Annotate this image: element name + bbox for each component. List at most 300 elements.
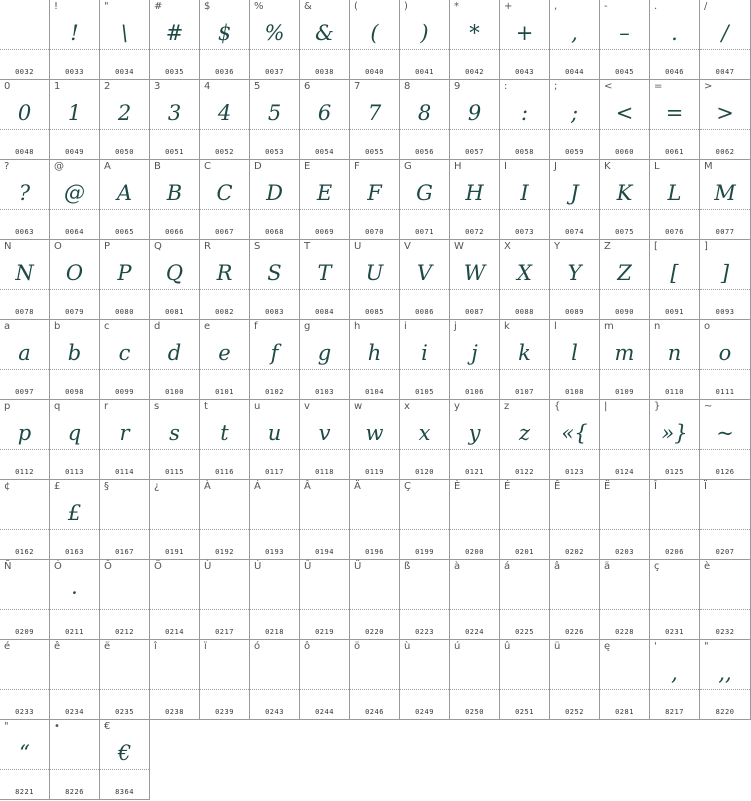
glyph-cell [0, 240, 50, 320]
baseline-guide [100, 129, 149, 130]
glyph-cell [500, 400, 550, 480]
reference-char: H [454, 161, 462, 172]
glyph-cell [200, 240, 250, 320]
glyph-sample: V [416, 261, 433, 285]
glyph-cell [50, 560, 100, 640]
char-code: 0191 [165, 548, 184, 556]
glyph-cell [400, 0, 450, 80]
reference-char: a [4, 321, 11, 332]
reference-char: [ [654, 241, 658, 252]
baseline-guide [0, 609, 49, 610]
baseline-guide [500, 689, 549, 690]
char-code: 0065 [115, 228, 134, 236]
baseline-guide [300, 49, 349, 50]
glyph-cell [450, 640, 500, 720]
glyph-cell [450, 560, 500, 640]
glyph-sample: “ [19, 741, 30, 765]
baseline-guide [400, 529, 449, 530]
glyph-sample: 6 [317, 101, 332, 125]
baseline-guide [650, 609, 699, 610]
glyph-cell [500, 240, 550, 320]
baseline-guide [450, 449, 499, 450]
char-code: 0080 [115, 308, 134, 316]
char-code: 0126 [715, 468, 735, 476]
glyph-cell [50, 480, 100, 560]
char-code: 0233 [15, 708, 34, 716]
glyph-cell [0, 160, 50, 240]
baseline-guide [200, 449, 249, 450]
glyph-cell [650, 400, 700, 480]
glyph-cell [600, 160, 650, 240]
baseline-guide [100, 289, 149, 290]
char-code: 0214 [165, 628, 184, 636]
glyph-sample: \ [120, 21, 129, 45]
glyph-sample: > [716, 101, 734, 125]
char-code: 0087 [465, 308, 484, 316]
baseline-guide [350, 609, 399, 610]
glyph-cell [50, 240, 100, 320]
reference-char: È [454, 481, 461, 492]
char-code: 8217 [665, 708, 684, 716]
char-code: 0032 [15, 68, 34, 76]
reference-char: , [554, 1, 558, 12]
glyph-cell [350, 320, 400, 400]
glyph-cell [150, 80, 200, 160]
glyph-cell [200, 400, 250, 480]
baseline-guide [400, 609, 449, 610]
char-code: 0224 [465, 628, 484, 636]
glyph-cell [450, 320, 500, 400]
baseline-guide [250, 369, 299, 370]
glyph-sample: 0 [17, 101, 32, 125]
glyph-cell [600, 640, 650, 720]
reference-char: n [654, 321, 661, 332]
glyph-sample: C [216, 181, 233, 205]
glyph-sample: 2 [117, 101, 132, 125]
glyph-cell [150, 560, 200, 640]
char-code: 0103 [315, 388, 334, 396]
glyph-cell [200, 160, 250, 240]
baseline-guide [650, 49, 699, 50]
glyph-sample: u [267, 421, 282, 445]
reference-char: • [54, 721, 60, 732]
reference-char: O [54, 241, 62, 252]
reference-char: Ô [104, 561, 112, 572]
baseline-guide [450, 129, 499, 130]
reference-char: i [404, 321, 407, 332]
reference-char: À [204, 481, 211, 492]
baseline-guide [0, 769, 49, 770]
reference-char: c [104, 321, 110, 332]
char-code: 0046 [665, 68, 684, 76]
glyph-sample: ,, [718, 661, 732, 685]
glyph-cell [200, 480, 250, 560]
baseline-guide [200, 289, 249, 290]
reference-char: ) [404, 1, 408, 12]
glyph-sample: = [665, 101, 684, 125]
reference-char: Â [304, 481, 311, 492]
glyph-sample: s [169, 421, 180, 445]
glyph-cell [200, 560, 250, 640]
reference-char: x [404, 401, 410, 412]
glyph-cell [500, 640, 550, 720]
glyph-sample: . [671, 21, 678, 45]
baseline-guide [500, 369, 549, 370]
baseline-guide [50, 769, 99, 770]
char-code: 0098 [65, 388, 84, 396]
char-code: 0051 [165, 148, 184, 156]
glyph-cell [600, 320, 650, 400]
glyph-cell [150, 320, 200, 400]
char-code: 0076 [665, 228, 684, 236]
glyph-cell [650, 480, 700, 560]
char-code: 0048 [15, 148, 34, 156]
reference-char: q [54, 401, 61, 412]
char-code: 0163 [65, 548, 84, 556]
baseline-guide [100, 529, 149, 530]
glyph-cell [250, 640, 300, 720]
glyph-cell [400, 400, 450, 480]
char-code: 0162 [15, 548, 34, 556]
glyph-sample: q [67, 421, 82, 445]
reference-char: 9 [454, 81, 461, 92]
glyph-cell [100, 240, 150, 320]
baseline-guide [150, 129, 199, 130]
glyph-cell [50, 720, 100, 800]
glyph-sample: k [518, 341, 531, 365]
char-code: 0056 [415, 148, 434, 156]
reference-char: 8 [404, 81, 411, 92]
baseline-guide [250, 289, 299, 290]
baseline-guide [0, 289, 49, 290]
char-code: 0125 [665, 468, 684, 476]
char-code: 0231 [665, 628, 684, 636]
glyph-sample: M [714, 181, 736, 205]
glyph-sample: – [619, 21, 630, 45]
char-code: 0099 [115, 388, 134, 396]
reference-char: E [304, 161, 311, 172]
glyph-cell [600, 240, 650, 320]
glyph-cell [600, 560, 650, 640]
baseline-guide [250, 209, 299, 210]
baseline-guide [550, 129, 599, 130]
char-code: 0064 [65, 228, 84, 236]
glyph-sample: t [220, 421, 229, 445]
baseline-guide [0, 529, 49, 530]
baseline-guide [250, 609, 299, 610]
glyph-cell [450, 0, 500, 80]
baseline-guide [300, 689, 349, 690]
reference-char: C [204, 161, 211, 172]
char-code: 0034 [115, 68, 134, 76]
reference-char: = [654, 81, 663, 92]
char-code: 0118 [315, 468, 334, 476]
char-code: 0206 [665, 548, 684, 556]
reference-char: p [4, 401, 11, 412]
glyph-row [0, 640, 751, 720]
glyph-cell [250, 240, 300, 320]
baseline-guide [50, 529, 99, 530]
reference-char: 3 [154, 81, 161, 92]
glyph-row [0, 480, 751, 560]
glyph-sample: i [421, 341, 428, 365]
glyph-sample: X [517, 261, 532, 285]
char-code: 0109 [615, 388, 634, 396]
reference-char: á [504, 561, 511, 572]
baseline-guide [700, 689, 750, 690]
glyph-sample: : [520, 101, 529, 125]
char-code: 0249 [415, 708, 434, 716]
glyph-cell [50, 400, 100, 480]
baseline-guide [100, 369, 149, 370]
char-code: 0067 [215, 228, 234, 236]
glyph-cell [650, 80, 700, 160]
reference-char: à [454, 561, 461, 572]
glyph-cell [150, 0, 200, 80]
glyph-cell [350, 80, 400, 160]
glyph-cell [550, 320, 600, 400]
glyph-sample: ! [70, 21, 79, 45]
baseline-guide [100, 769, 149, 770]
baseline-guide [150, 609, 199, 610]
glyph-cell [550, 480, 600, 560]
baseline-guide [450, 689, 499, 690]
reference-char: Ñ [4, 561, 12, 572]
char-code: 0085 [365, 308, 384, 316]
glyph-cell [0, 400, 50, 480]
glyph-cell [300, 560, 350, 640]
baseline-guide [500, 609, 549, 610]
reference-char: Q [154, 241, 162, 252]
glyph-cell [400, 160, 450, 240]
baseline-guide [50, 449, 99, 450]
baseline-guide [400, 49, 449, 50]
char-code: 0054 [315, 148, 334, 156]
reference-char: V [404, 241, 411, 252]
reference-char: o [704, 321, 711, 332]
reference-char: 6 [304, 81, 311, 92]
char-code: 0212 [115, 628, 134, 636]
glyph-row [0, 240, 751, 320]
reference-char: U [354, 241, 362, 252]
glyph-cell [650, 560, 700, 640]
reference-char: 5 [254, 81, 261, 92]
baseline-guide [350, 49, 399, 50]
glyph-sample: c [118, 341, 131, 365]
reference-char: ë [104, 641, 111, 652]
char-code: 0123 [565, 468, 584, 476]
glyph-cell [100, 80, 150, 160]
glyph-sample: / [721, 21, 729, 45]
char-code: 0220 [365, 628, 384, 636]
reference-char: £ [54, 481, 61, 492]
glyph-cell [700, 240, 751, 320]
reference-char: Ù [204, 561, 212, 572]
glyph-sample: ( [370, 21, 379, 45]
baseline-guide [500, 49, 549, 50]
baseline-guide [350, 449, 399, 450]
glyph-cell [0, 480, 50, 560]
glyph-cell [300, 320, 350, 400]
baseline-guide [50, 49, 99, 50]
glyph-cell [550, 160, 600, 240]
glyph-cell [350, 480, 400, 560]
glyph-sample: H [465, 181, 484, 205]
baseline-guide [550, 529, 599, 530]
reference-char: " [4, 721, 9, 732]
glyph-sample: 5 [267, 101, 282, 125]
reference-char: Ö [154, 561, 162, 572]
reference-char: 2 [104, 81, 111, 92]
glyph-cell [0, 80, 50, 160]
reference-char: v [304, 401, 310, 412]
glyph-cell [700, 0, 751, 80]
glyph-row [0, 80, 751, 160]
baseline-guide [350, 369, 399, 370]
glyph-sample: f [270, 341, 279, 365]
reference-char: J [554, 161, 557, 172]
glyph-cell [450, 480, 500, 560]
glyph-sample: G [416, 181, 433, 205]
glyph-cell [700, 400, 751, 480]
reference-char: $ [204, 1, 211, 12]
glyph-sample: & [315, 21, 334, 45]
baseline-guide [600, 689, 649, 690]
baseline-guide [100, 689, 149, 690]
glyph-cell [400, 240, 450, 320]
glyph-sample: p [17, 421, 32, 445]
glyph-row [0, 0, 751, 80]
reference-char: ! [54, 1, 59, 12]
reference-char: Ç [404, 481, 411, 492]
char-code: 0201 [515, 548, 534, 556]
char-code: 0246 [365, 708, 384, 716]
glyph-cell [650, 0, 700, 80]
glyph-row [0, 400, 751, 480]
glyph-sample: F [367, 181, 382, 205]
glyph-cell [200, 320, 250, 400]
char-code: 0243 [265, 708, 284, 716]
glyph-sample: h [367, 341, 382, 365]
reference-char: r [104, 401, 109, 412]
reference-char: ¢ [4, 481, 11, 492]
glyph-cell [600, 400, 650, 480]
char-code: 0121 [465, 468, 484, 476]
reference-char: % [254, 1, 264, 12]
glyph-cell [300, 640, 350, 720]
glyph-cell [150, 160, 200, 240]
char-code: 0050 [115, 148, 134, 156]
reference-char: î [154, 641, 157, 652]
char-code: 0074 [565, 228, 584, 236]
reference-char: ú [454, 641, 461, 652]
glyph-cell [550, 80, 600, 160]
baseline-guide [250, 129, 299, 130]
glyph-cell [700, 80, 751, 160]
char-code: 0100 [165, 388, 184, 396]
glyph-cell [50, 80, 100, 160]
glyph-sample: ] [720, 261, 730, 285]
baseline-guide [550, 449, 599, 450]
char-code: 0049 [65, 148, 84, 156]
glyph-cell [400, 480, 450, 560]
glyph-cell [100, 400, 150, 480]
char-code: 0066 [165, 228, 184, 236]
glyph-cell [500, 560, 550, 640]
baseline-guide [200, 209, 249, 210]
glyph-sample: € [117, 741, 132, 765]
glyph-sample: r [119, 421, 130, 445]
baseline-guide [150, 689, 199, 690]
char-code: 0044 [565, 68, 584, 76]
reference-char: § [104, 481, 109, 492]
baseline-guide [100, 49, 149, 50]
glyph-cell [550, 400, 600, 480]
char-code: 0079 [65, 308, 84, 316]
glyph-cell [400, 80, 450, 160]
glyph-cell [100, 720, 150, 800]
char-code: 0041 [415, 68, 434, 76]
glyph-sample: < [615, 101, 634, 125]
char-code: 0090 [615, 308, 634, 316]
reference-char: . [654, 1, 658, 12]
glyph-cell [350, 640, 400, 720]
reference-char: É [504, 481, 511, 492]
reference-char: < [604, 81, 613, 92]
glyph-cell [350, 240, 400, 320]
baseline-guide [100, 609, 149, 610]
glyph-cell [0, 560, 50, 640]
reference-char: P [104, 241, 111, 252]
char-code: 0102 [265, 388, 284, 396]
char-code: 0089 [565, 308, 584, 316]
reference-char: k [504, 321, 510, 332]
char-code: 0084 [315, 308, 334, 316]
char-code: 0104 [365, 388, 384, 396]
glyph-sample: y [468, 421, 481, 445]
glyph-cell [700, 560, 751, 640]
glyph-cell [500, 480, 550, 560]
char-code: 0077 [715, 228, 735, 236]
baseline-guide [200, 529, 249, 530]
glyph-cell [700, 640, 751, 720]
baseline-guide [650, 369, 699, 370]
glyph-cell [250, 320, 300, 400]
baseline-guide [250, 449, 299, 450]
char-code: 0211 [65, 628, 84, 636]
reference-char: - [604, 1, 608, 12]
reference-char: z [504, 401, 510, 412]
baseline-guide [0, 49, 49, 50]
glyph-cell [650, 240, 700, 320]
reference-char: m [604, 321, 614, 332]
glyph-sample: B [166, 181, 183, 205]
glyph-sample: j [471, 341, 478, 365]
baseline-guide [300, 449, 349, 450]
glyph-cell [150, 640, 200, 720]
glyph-row [0, 720, 751, 800]
baseline-guide [600, 369, 649, 370]
char-code: 0244 [315, 708, 334, 716]
char-code: 0110 [665, 388, 684, 396]
baseline-guide [650, 289, 699, 290]
baseline-guide [50, 689, 99, 690]
reference-char: | [604, 401, 608, 412]
char-code: 0225 [515, 628, 534, 636]
glyph-sample: # [165, 21, 184, 45]
glyph-sample: ~ [716, 421, 734, 445]
char-code: 0086 [415, 308, 434, 316]
